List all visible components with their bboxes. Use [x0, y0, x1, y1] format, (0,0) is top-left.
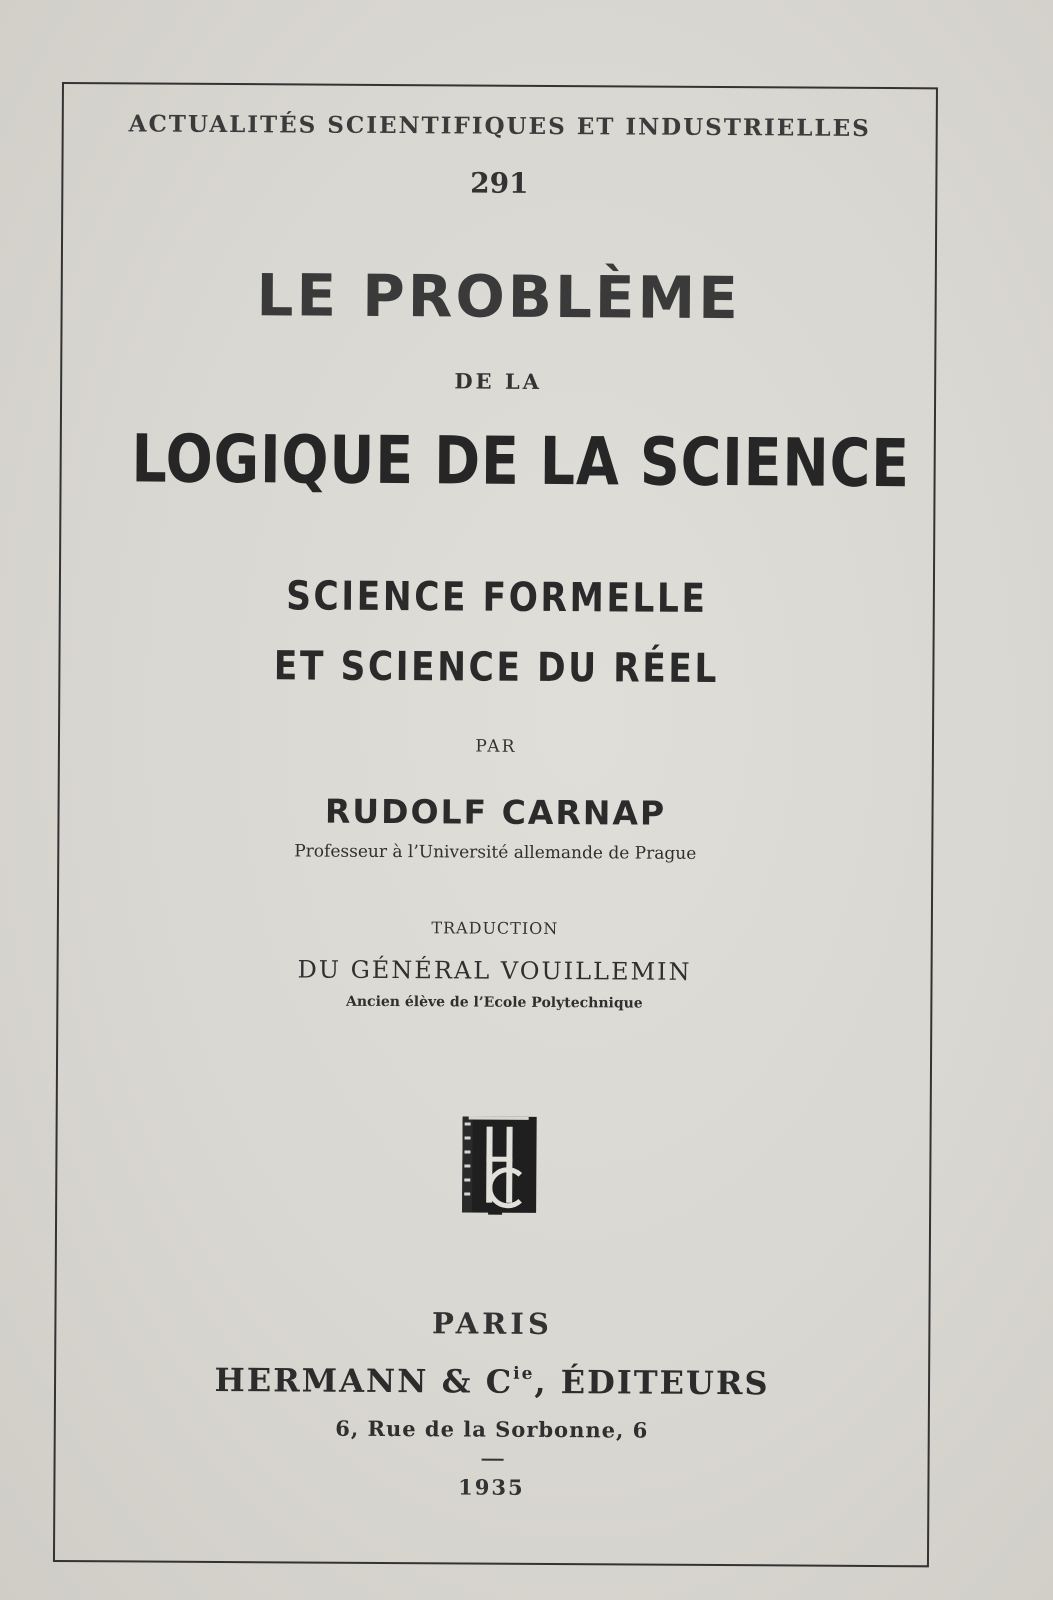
title-page-frame: [53, 82, 938, 1567]
subtitle-line-1: SCIENCE FORMELLE: [286, 573, 708, 622]
publisher-name: HERMANN & $C^{ie}$, ÉDITEURS: [214, 1360, 770, 1403]
title-line-1: LE PROBLÈME: [256, 261, 742, 333]
publisher-address: 6, Rue de la Sorbonne, 6: [335, 1415, 649, 1443]
divider: [482, 1459, 504, 1461]
publication-year: 1935: [458, 1474, 525, 1500]
series-title: ACTUALITÉS SCIENTIFIQUES ET INDUSTRIELLES: [128, 110, 871, 142]
title-line-2: LOGIQUE DE LA SCIENCE: [131, 420, 911, 503]
translator-name: DU GÉNÉRAL VOUILLEMIN: [297, 955, 692, 986]
imprint-city: PARIS: [431, 1306, 553, 1342]
hc-publisher-logo-icon: [458, 1112, 541, 1216]
translator-affiliation: Ancien élève de l’Ecole Polytechnique: [345, 993, 643, 1012]
by-label: PAR: [475, 736, 517, 757]
series-number: 291: [470, 166, 529, 200]
title-connector: DE LA: [454, 368, 543, 394]
author-name: RUDOLF CARNAP: [324, 791, 667, 833]
subtitle-line-2: ET SCIENCE DU RÉEL: [273, 643, 720, 693]
author-affiliation: Professeur à l’Université allemande de Prague: [294, 841, 697, 864]
translation-label: TRADUCTION: [431, 918, 559, 939]
